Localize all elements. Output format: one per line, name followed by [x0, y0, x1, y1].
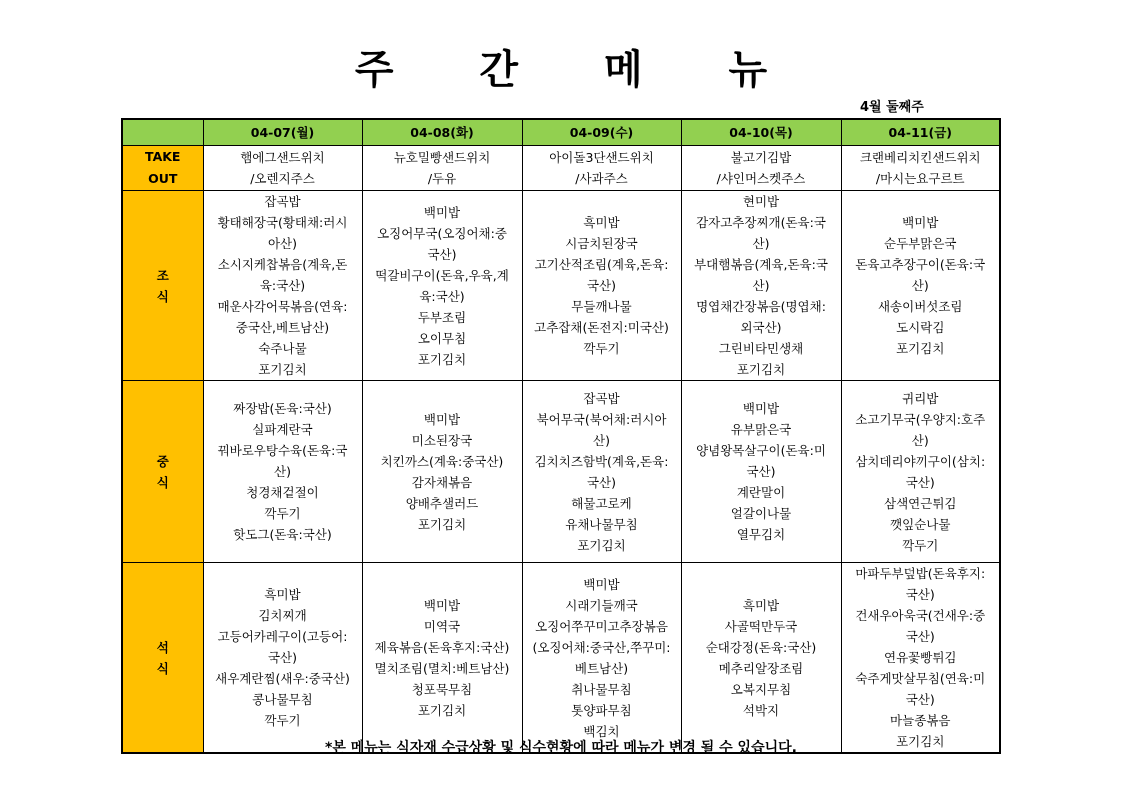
- menu-item: 제육볶음(돈육후지:국산): [374, 639, 510, 655]
- menu-item: 김치찌개: [258, 608, 307, 623]
- menu-item: 포기김치: [417, 516, 467, 532]
- menu-item: 부대햄볶음(계육,돈육:국: [694, 257, 828, 272]
- menu-item: 육:국산): [419, 288, 465, 304]
- menu-item: 숙주게맛살무침(연육:미: [855, 671, 986, 686]
- meal-label-line: 식: [156, 474, 169, 490]
- menu-item: 감자채볶음: [411, 474, 473, 490]
- meal-label-line: 식: [156, 288, 169, 304]
- menu-item: 석박지: [742, 702, 780, 718]
- menu-item: 매운사각어묵볶음(연육:: [217, 299, 348, 314]
- menu-cell: [522, 563, 681, 754]
- menu-item: 고기산적조림(계육,돈육:: [534, 257, 669, 272]
- day-header: 04-07(월): [203, 119, 362, 146]
- menu-cell: [681, 191, 841, 381]
- menu-item: 오이무침: [417, 330, 467, 346]
- menu-item: 순대강정(돈육:국산): [705, 639, 817, 655]
- menu-item: 핫도그(돈육:국산): [233, 527, 332, 542]
- menu-item: 국산): [746, 464, 776, 479]
- menu-item: 그린비타민생채: [718, 341, 804, 356]
- meal-label-line: 중: [156, 453, 169, 469]
- menu-item: 깍두기: [264, 506, 301, 521]
- menu-item: 청포묵무침: [411, 681, 473, 697]
- corner-cell: [122, 119, 203, 146]
- menu-item: 포기김치: [258, 362, 307, 377]
- menu-item: 미역국: [423, 618, 461, 634]
- menu-item: 산): [274, 464, 291, 479]
- menu-item: 순두부맑은국: [884, 236, 957, 251]
- menu-item: 시래기들깨국: [565, 597, 638, 613]
- menu-item: 두부조림: [417, 309, 467, 325]
- menu-item: 얼갈이나물: [730, 506, 792, 521]
- lunch-row: [122, 381, 1000, 563]
- menu-item: 도시락김: [896, 320, 945, 335]
- menu-item: 오징어무국(오징어채:중: [377, 225, 507, 241]
- menu-item: 백미밥: [583, 576, 620, 592]
- menu-item: 귀리밥: [902, 390, 939, 406]
- menu-item: /마시는요구르트: [875, 171, 965, 186]
- meal-label-line: 조: [156, 267, 169, 283]
- menu-item: 국산): [427, 246, 457, 262]
- day-header: 04-09(수): [522, 119, 681, 146]
- menu-item: 새우계란찜(새우:중국산): [215, 671, 350, 686]
- day-header: 04-11(금): [841, 119, 1000, 146]
- meal-label-line: 식: [156, 660, 169, 676]
- menu-item: 미소된장국: [411, 432, 473, 448]
- menu-item: 감자고추장찌개(돈육:국: [696, 215, 826, 230]
- footnote: *본 메뉴는 식자재 수급상황 및 식수현황에 따라 메뉴가 변경 될 수 있습니다.: [325, 740, 797, 756]
- menu-item: 잡곡밥: [583, 390, 620, 406]
- menu-item: 삼치데리야끼구이(삼치:: [855, 453, 986, 469]
- menu-item: 국산): [586, 474, 617, 490]
- menu-item: 고추잡채(돈전지:미국산): [534, 320, 669, 335]
- menu-cell: [681, 381, 841, 563]
- menu-item: 포기김치: [896, 734, 945, 749]
- menu-item: 아산): [267, 236, 298, 251]
- menu-item: 백미밥: [423, 204, 461, 220]
- menu-item: 국산): [905, 692, 935, 707]
- menu-item: 양념왕목살구이(돈육:미: [696, 443, 826, 458]
- menu-item: 백미밥: [742, 401, 780, 416]
- meal-label: [122, 381, 203, 563]
- menu-item: 돈육고추장구이(돈육:국: [855, 257, 986, 272]
- menu-cell: [522, 191, 681, 381]
- menu-cell: [522, 381, 681, 563]
- menu-item: 산): [911, 432, 929, 448]
- menu-item: 건새우아욱국(건새우:중: [855, 608, 986, 623]
- menu-item: 마늘종볶음: [890, 713, 951, 728]
- menu-item: 육:국산): [259, 278, 306, 293]
- menu-item: 연유꽃빵튀김: [884, 650, 957, 665]
- menu-item: 메추리알장조림: [718, 660, 804, 676]
- menu-item: 포기김치: [417, 702, 467, 718]
- menu-item: 깍두기: [264, 713, 301, 728]
- menu-cell: [203, 563, 362, 754]
- menu-item: 잡곡밥: [264, 194, 301, 209]
- meal-label: [122, 146, 203, 191]
- day-header: 04-10(목): [681, 119, 841, 146]
- breakfast-row: [122, 191, 1000, 381]
- menu-cell: [681, 563, 841, 754]
- menu-item: 베트남산): [574, 660, 629, 676]
- menu-item: 깍두기: [902, 537, 939, 553]
- menu-item: 꿔바로우탕수육(돈육:국: [217, 443, 348, 458]
- header-row: [122, 119, 1000, 146]
- menu-item: 중국산,베트남산): [235, 320, 330, 335]
- menu-cell: [841, 191, 1000, 381]
- menu-item: 흑미밥: [583, 215, 620, 230]
- menu-cell: [362, 146, 522, 191]
- meal-label-line: 석: [156, 639, 169, 655]
- menu-item: 산): [911, 278, 929, 293]
- menu-item: 깍두기: [583, 341, 620, 356]
- menu-cell: [522, 146, 681, 191]
- menu-item: 흑미밥: [742, 597, 780, 613]
- menu-item: /두유: [427, 171, 457, 186]
- meal-label: [122, 191, 203, 381]
- menu-item: 새송이버섯조림: [877, 299, 963, 314]
- menu-item: 포기김치: [577, 537, 626, 553]
- menu-item: 시금치된장국: [565, 236, 638, 251]
- menu-item: 크랜베리치킨샌드위치: [859, 150, 981, 165]
- menu-item: 사골떡만두국: [724, 618, 798, 634]
- menu-item: 외국산): [740, 320, 782, 335]
- menu-item: 치킨까스(계육:중국산): [380, 453, 504, 469]
- menu-item: 떡갈비구이(돈육,우육,계: [375, 267, 509, 283]
- menu-item: 톳양파무침: [571, 702, 632, 718]
- menu-cell: [362, 381, 522, 563]
- menu-cell: [203, 146, 362, 191]
- page-title: 주 간 메 뉴: [354, 47, 804, 93]
- menu-item: 산): [593, 432, 610, 448]
- menu-item: 백미밥: [423, 597, 461, 613]
- menu-item: 산): [752, 236, 770, 251]
- menu-item: 삼색연근튀김: [884, 495, 957, 511]
- menu-item: 국산): [905, 629, 935, 644]
- menu-item: 계란말이: [736, 485, 786, 500]
- menu-item: 소고기무국(우양지:호주: [855, 411, 986, 427]
- menu-item: 백미밥: [902, 215, 939, 230]
- menu-item: 백미밥: [423, 411, 461, 427]
- menu-item: 멸치조림(멸치:베트남산): [374, 660, 510, 676]
- menu-cell: [841, 381, 1000, 563]
- takeout-row: [122, 146, 1000, 191]
- menu-item: 국산): [905, 587, 935, 602]
- menu-item: 포기김치: [896, 341, 945, 356]
- menu-item: 뉴호밀빵샌드위치: [393, 150, 491, 165]
- menu-item: 포기김치: [417, 351, 467, 367]
- menu-item: 포기김치: [736, 362, 786, 377]
- menu-item: 김치치즈함박(계육,돈육:: [534, 453, 669, 469]
- menu-item: 오복지무침: [730, 681, 792, 697]
- menu-item: 무들깨나물: [571, 299, 632, 314]
- menu-item: 국산): [586, 278, 617, 293]
- meal-label-line: TAKE: [145, 149, 181, 164]
- meal-label-line: OUT: [148, 171, 178, 186]
- menu-cell: [362, 191, 522, 381]
- menu-item: 현미밥: [742, 194, 780, 209]
- menu-cell: [841, 146, 1000, 191]
- menu-cell: [681, 146, 841, 191]
- menu-cell: [362, 563, 522, 754]
- menu-item: 햄에그샌드위치: [240, 150, 325, 165]
- menu-item: 불고기김밥: [730, 150, 792, 165]
- menu-item: 황태해장국(황태채:러시: [217, 215, 348, 230]
- menu-item: 북어무국(북어채:러시아: [536, 411, 667, 427]
- menu-cell: [203, 191, 362, 381]
- menu-item: 마파두부덮밥(돈육후지:: [855, 566, 986, 581]
- menu-item: /사과주스: [575, 171, 628, 186]
- menu-item: 짜장밥(돈육:국산): [233, 401, 332, 416]
- menu-item: 아이돌3단샌드위치: [549, 150, 654, 165]
- week-label: 4월 둘째주: [860, 100, 924, 115]
- menu-cell: [203, 381, 362, 563]
- menu-item: 청경채겉절이: [246, 485, 319, 500]
- menu-item: 실파계란국: [252, 422, 313, 437]
- menu-item: 열무김치: [736, 527, 786, 542]
- meal-label: [122, 563, 203, 754]
- menu-item: 유부맑은국: [730, 422, 792, 437]
- weekly-menu-table: [121, 118, 1001, 754]
- menu-item: /오렌지주스: [250, 171, 315, 186]
- menu-item: 콩나물무침: [252, 692, 313, 707]
- menu-item: 흑미밥: [264, 587, 301, 602]
- menu-item: 산): [752, 278, 770, 293]
- dinner-row: [122, 563, 1000, 754]
- menu-item: 숙주나물: [258, 341, 307, 356]
- menu-item: 깻잎순나물: [890, 516, 951, 532]
- menu-item: 유채나물무침: [565, 516, 638, 532]
- menu-item: (오징어채:중국산,쭈꾸미:: [532, 639, 671, 655]
- menu-item: 오징어쭈꾸미고추장볶음: [535, 618, 668, 634]
- menu-cell: [841, 563, 1000, 754]
- menu-item: 명엽채간장볶음(명엽채:: [696, 299, 826, 314]
- menu-item: 양배추샐러드: [405, 495, 479, 511]
- menu-item: 국산): [267, 650, 298, 665]
- menu-item: 소시지케찹볶음(계육,돈: [217, 257, 348, 272]
- menu-item: /샤인머스켓주스: [716, 171, 806, 186]
- menu-item: 취나물무침: [571, 681, 632, 697]
- menu-item: 백김치: [583, 723, 620, 739]
- day-header: 04-08(화): [362, 119, 522, 146]
- menu-item: 해물고로케: [571, 495, 632, 511]
- menu-item: 국산): [905, 474, 935, 490]
- menu-item: 고등어카레구이(고등어:: [217, 629, 348, 644]
